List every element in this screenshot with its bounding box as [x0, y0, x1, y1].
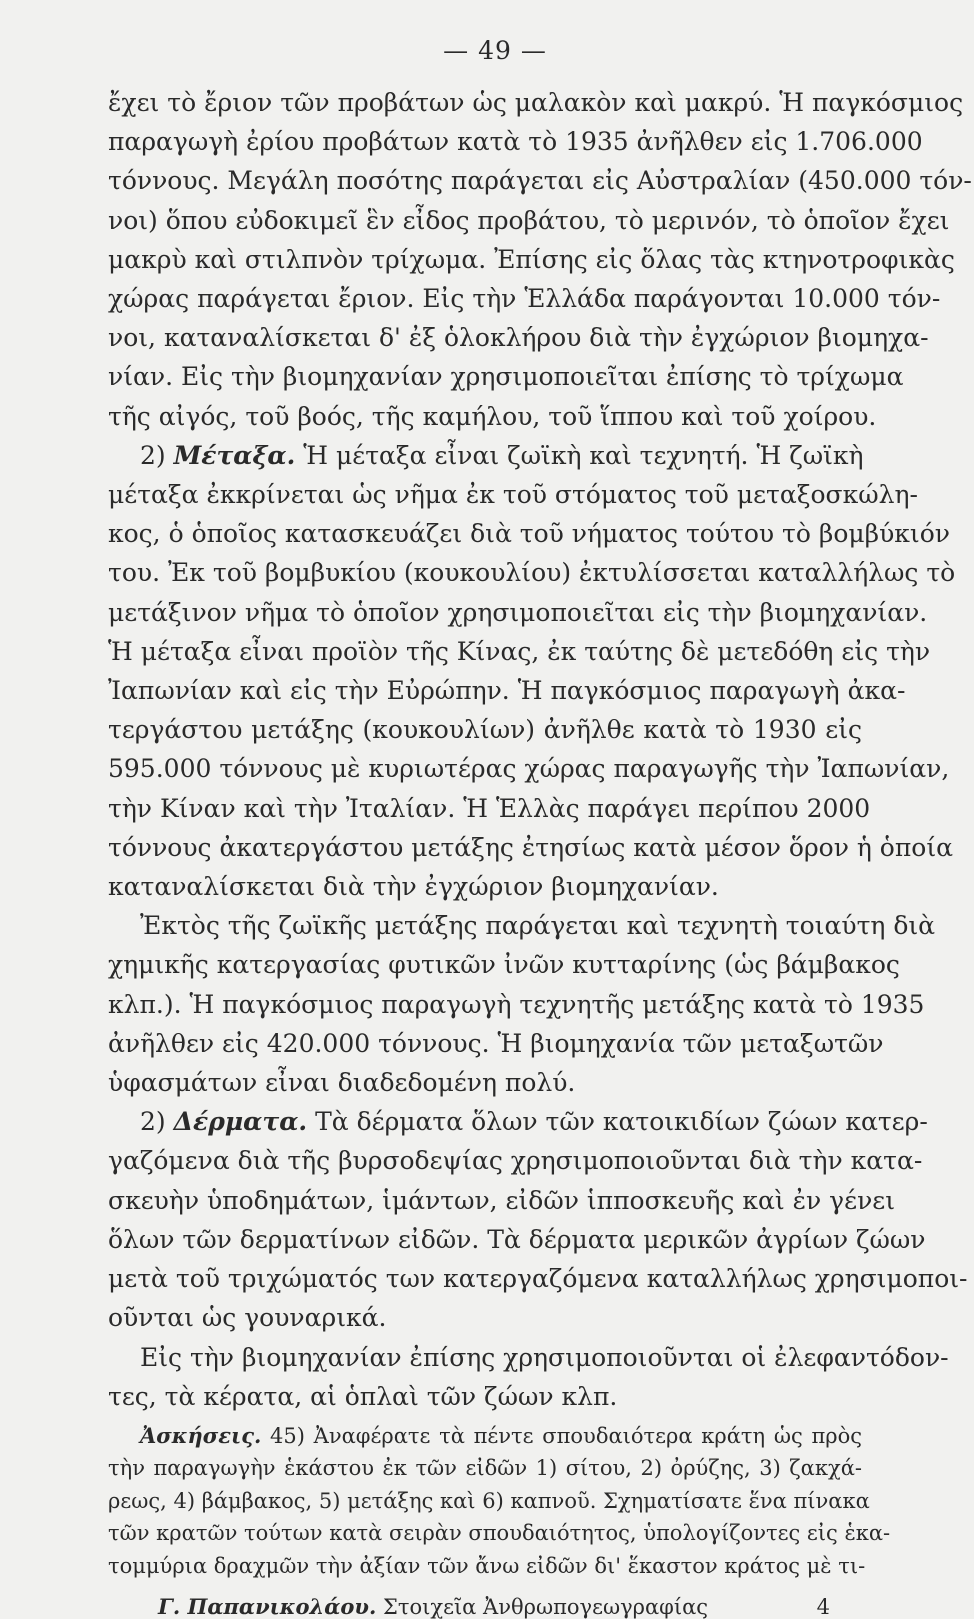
footer-title: Στοιχεῖα Ἀνθρωπογεωγραφίας [376, 1595, 709, 1619]
text-line: τόννους. Μεγάλη ποσότης παράγεται εἰς Αὐστραλίαν (450.000 τόν- [108, 166, 972, 196]
text-line: ὑφασμάτων εἶναι διαδεδομένη πολύ. [108, 1068, 576, 1098]
section-dermata-first-line [108, 1102, 928, 1141]
section-number: 2) [140, 1107, 174, 1137]
text-line: κος, ὁ ὁποῖος κατασκευάζει διὰ τοῦ νήματος τούτου τὸ βομβύκιόν [108, 519, 950, 549]
section-heading-dermata: Δέρματα. [173, 1107, 308, 1137]
page-footer [108, 1594, 862, 1619]
text-line: μέταξα ἐκκρίνεται ὡς νῆμα ἐκ τοῦ στόματος τοῦ μεταξοσκώλη- [108, 480, 918, 510]
text-line: χημικῆς κατεργασίας φυτικῶν ἰνῶν κυτταρίνης (ὡς βάμβακος [108, 950, 900, 980]
section-heading-metaxa: Μέταξα. [173, 440, 296, 470]
text-line: παραγωγὴ ἐρίου προβάτων κατὰ τὸ 1935 ἀνῆλθεν εἰς 1.706.000 [108, 127, 923, 157]
text-line: ὅλων τῶν δερματίνων εἰδῶν. Τὰ δέρματα μερικῶν ἀγρίων ζώων [108, 1224, 926, 1254]
text-line: μακρὺ καὶ στιλπνὸν τρίχωμα. Ἐπίσης εἰς ὅλας τὰς κτηνοτροφικὰς [108, 244, 955, 274]
text-line: σκευὴν ὑποδημάτων, ἱμάντων, εἰδῶν ἱπποσκευῆς καὶ ἐν γένει [108, 1185, 896, 1215]
exercises-block [108, 1420, 891, 1583]
text-line: καταναλίσκεται διὰ τὴν ἐγχώριον βιομηχανίαν. [108, 872, 719, 902]
text-line: τεργάστου μετάξης (κουκουλίων) ἀνῆλθε κατὰ τὸ 1930 εἰς [108, 715, 862, 745]
exercises-label: Ἀσκήσεις. [140, 1422, 262, 1448]
exercise-line: τομμύρια δραχμῶν τὴν ἀξίαν τῶν ἄνω εἰδῶν δι' ἕκαστον κράτος μὲ τι- [108, 1553, 866, 1578]
body-text [108, 83, 972, 1416]
section-number: 2) [140, 440, 174, 470]
text-line: Ἰαπωνίαν καὶ εἰς τὴν Εὐρώπην. Ἡ παγκόσμιος παραγωγὴ ἀκα- [108, 676, 906, 706]
text-fragment: Ἡ μέταξα εἶναι ζωϊκὴ καὶ τεχνητή. Ἡ ζωϊκὴ [295, 440, 864, 470]
footer-book-credit [158, 1594, 708, 1619]
text-line: Ἐκτὸς τῆς ζωϊκῆς μετάξης παράγεται καὶ τεχνητὴ τοιαύτη διὰ [140, 911, 936, 941]
text-line: Εἰς τὴν βιομηχανίαν ἐπίσης χρησιμοποιοῦνται οἱ ἐλεφαντόδον- [140, 1342, 949, 1372]
text-line: τόννους ἀκατεργάστου μετάξης ἐτησίως κατὰ μέσον ὅρον ἡ ὁποία [108, 832, 954, 862]
text-line: τες, τὰ κέρατα, αἱ ὁπλαὶ τῶν ζώων κλπ. [108, 1381, 618, 1411]
text-line: τὴν Κίναν καὶ τὴν Ἰταλίαν. Ἡ Ἑλλὰς παράγει περίπου 2000 [108, 793, 871, 823]
footer-author: Γ. Παπανικολάου. [158, 1594, 377, 1619]
text-line: γαζόμενα διὰ τῆς βυρσοδεψίας χρησιμοποιοῦνται διὰ τὴν κατα- [108, 1146, 923, 1176]
section-metaxa-first-line [108, 436, 862, 475]
text-line: μετὰ τοῦ τριχώματός των κατεργαζόμενα καταλλήλως χρησιμοποι- [108, 1264, 968, 1294]
text-line: χώρας παράγεται ἔριον. Εἰς τὴν Ἑλλάδα παράγονται 10.000 τόν- [108, 284, 941, 314]
text-line: ἀνῆλθεν εἰς 420.000 τόννους. Ἡ βιομηχανία τῶν μεταξωτῶν [108, 1028, 884, 1058]
text-line: νοι) ὅπου εὐδοκιμεῖ ἓν εἶδος προβάτου, τὸ μερινόν, τὸ ὁποῖον ἔχει [108, 205, 950, 235]
exercise-line: τῶν κρατῶν τούτων κατὰ σειρὰν σπουδαιότητος, ὑπολογίζοντες εἰς ἑκα- [108, 1521, 891, 1546]
exercises-first-line [108, 1420, 862, 1453]
text-line: Ἡ μέταξα εἶναι προϊὸν τῆς Κίνας, ἐκ ταύτης δὲ μετεδόθη εἰς τὴν [108, 636, 931, 666]
text-line: 595.000 τόννους μὲ κυριωτέρας χώρας παραγωγῆς τὴν Ἰαπωνίαν, [108, 754, 950, 784]
page-number: — 49 — [443, 36, 547, 65]
text-line: ἔχει τὸ ἔριον τῶν προβάτων ὡς μαλακὸν καὶ μακρύ. Ἡ παγκόσμιος [108, 88, 964, 117]
text-line: νοι, καταναλίσκεται δ' ἐξ ὁλοκλήρου διὰ τὴν ἐγχώριον βιομηχα- [108, 323, 929, 353]
text-line: κλπ.). Ἡ παγκόσμιος παραγωγὴ τεχνητῆς μετάξης κατὰ τὸ 1935 [108, 989, 925, 1019]
text-line: του. Ἐκ τοῦ βομβυκίου (κουκουλίου) ἐκτυλίσσεται καταλλήλως τὸ [108, 558, 956, 588]
exercise-line: τὴν παραγωγὴν ἑκάστου ἐκ τῶν εἰδῶν 1) σίτου, 2) ὀρύζης, 3) ζακχά- [108, 1456, 862, 1481]
exercise-line: ρεως, 4) βάμβακος, 5) μετάξης καὶ 6) καπνοῦ. Σχηματίσατε ἕνα πίνακα [108, 1488, 870, 1513]
text-line: τῆς αἰγός, τοῦ βοός, τῆς καμήλου, τοῦ ἵππου καὶ τοῦ χοίρου. [108, 401, 877, 431]
text-fragment: 45) Ἀναφέρατε τὰ πέντε σπουδαιότερα κράτη ὡς πρὸς [261, 1423, 862, 1448]
text-line: οῦνται ὡς γουναρικά. [108, 1303, 387, 1333]
footer-signature-mark: 4 [816, 1595, 830, 1619]
text-fragment: Τὰ δέρματα ὅλων τῶν κατοικιδίων ζώων κατερ- [307, 1107, 928, 1137]
text-line: νίαν. Εἰς τὴν βιομηχανίαν χρησιμοποιεῖται ἐπίσης τὸ τρίχωμα [108, 362, 904, 392]
text-line: μετάξινον νῆμα τὸ ὁποῖον χρησιμοποιεῖται εἰς τὴν βιομηχανίαν. [108, 597, 928, 627]
